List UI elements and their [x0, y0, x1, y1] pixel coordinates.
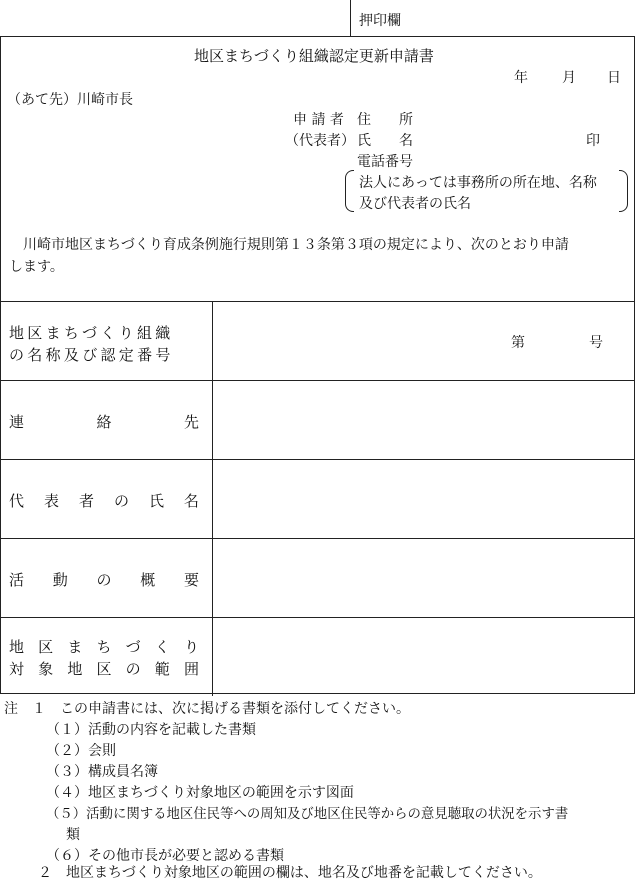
table-bottom-border	[0, 693, 634, 694]
activity-summary-input-area[interactable]	[213, 539, 633, 617]
label-char: 地	[67, 660, 83, 678]
label-char: 者	[78, 492, 94, 510]
date-day[interactable]: 日	[607, 70, 621, 86]
org-name-label-line1: 地区まちづくり組織	[9, 324, 174, 342]
number-suffix: 号	[589, 335, 603, 351]
representative-label: （代表者）	[285, 133, 355, 149]
row-label-cell	[1, 618, 213, 696]
name-label: 氏 名	[357, 133, 413, 149]
representative-name-label	[9, 490, 199, 511]
label-char: 活	[9, 571, 25, 589]
table-row	[1, 617, 634, 696]
label-char: の	[113, 492, 129, 510]
area-scope-input-area[interactable]	[213, 618, 633, 696]
note-item: （５）活動に関する地区住民等への周知及び地区住民等からの意見聴取の状況を示す書	[46, 807, 569, 822]
activity-summary-label	[9, 569, 199, 590]
label-char: 象	[38, 660, 54, 678]
corp-note-line1: 法人にあっては事務所の所在地、名称	[359, 175, 597, 191]
stamp-label: 押印欄	[359, 13, 401, 29]
note-item: （３）構成員名簿	[46, 764, 158, 780]
note-item: （６）その他市長が必要と認める書類	[46, 848, 284, 864]
row-label-cell	[1, 381, 213, 459]
label-char: 名	[183, 492, 199, 510]
contact-input-area[interactable]	[213, 381, 633, 459]
address-label: 住 所	[357, 112, 413, 128]
org-name-label-line2: の名称及び認定番号	[9, 346, 174, 364]
note-1: 注 １ この申請書には、次に掲げる書類を添付してください。	[4, 701, 410, 717]
contact-label-char: 連	[9, 413, 25, 431]
label-char: 囲	[183, 660, 199, 678]
note-2: ２ 地区まちづくり対象地区の範囲の欄は、地名及び地番を記載してください。	[38, 865, 542, 881]
row-label-cell	[1, 302, 213, 380]
bracket-right	[619, 170, 628, 212]
contact-label-char: 絡	[96, 413, 112, 431]
label-char: の	[125, 660, 141, 678]
label-char: づ	[125, 638, 141, 656]
date-month[interactable]: 月	[562, 70, 576, 86]
phone-label: 電話番号	[357, 154, 413, 170]
applicant-label: 申 請 者	[293, 112, 344, 128]
body-text-line1: 川崎市地区まちづくり育成条例施行規則第１３条第３項の規定により、次のとおり申請	[9, 237, 569, 253]
note-item-continued: 類	[66, 827, 80, 843]
org-name-input-area[interactable]	[213, 302, 633, 380]
row-label-cell	[1, 539, 213, 617]
table-row	[1, 459, 634, 538]
label-char: 概	[140, 571, 156, 589]
label-char: く	[154, 638, 170, 656]
label-char: 動	[52, 571, 68, 589]
bracket-left	[345, 170, 354, 212]
seal-mark: 印	[586, 133, 600, 149]
row-label-cell	[1, 460, 213, 538]
label-char: 地	[9, 638, 25, 656]
table-row	[1, 380, 634, 459]
label-char: の	[96, 571, 112, 589]
form-title: 地区まちづくり組織認定更新申請書	[194, 47, 434, 65]
note-item: （１）活動の内容を記載した書類	[46, 722, 256, 738]
application-form	[0, 36, 635, 694]
label-char: 代	[9, 492, 25, 510]
corp-note-line2: 及び代表者の氏名	[359, 196, 471, 212]
note-item: （２）会則	[46, 743, 116, 759]
addressee: （あて先）川崎市長	[7, 92, 133, 108]
area-scope-label-line2	[9, 658, 199, 679]
number-prefix: 第	[511, 335, 525, 351]
area-scope-label-line1	[9, 636, 199, 657]
body-text-line2: します。	[9, 259, 64, 275]
note-item: （４）地区まちづくり対象地区の範囲を示す図面	[46, 785, 354, 801]
label-char: 表	[43, 492, 59, 510]
label-char: 区	[96, 660, 112, 678]
table-row	[1, 301, 634, 380]
label-char: り	[183, 638, 199, 656]
label-char: ち	[96, 638, 112, 656]
stamp-area[interactable]	[350, 0, 635, 37]
date-year[interactable]: 年	[514, 70, 528, 86]
label-char: 対	[9, 660, 25, 678]
label-char: 区	[38, 638, 54, 656]
contact-label	[9, 411, 199, 432]
label-char: 範	[154, 660, 170, 678]
table-row	[1, 538, 634, 617]
label-char: 氏	[148, 492, 164, 510]
contact-label-char: 先	[183, 413, 199, 431]
representative-name-input-area[interactable]	[213, 460, 633, 538]
label-char: 要	[183, 571, 199, 589]
label-char: ま	[67, 638, 83, 656]
